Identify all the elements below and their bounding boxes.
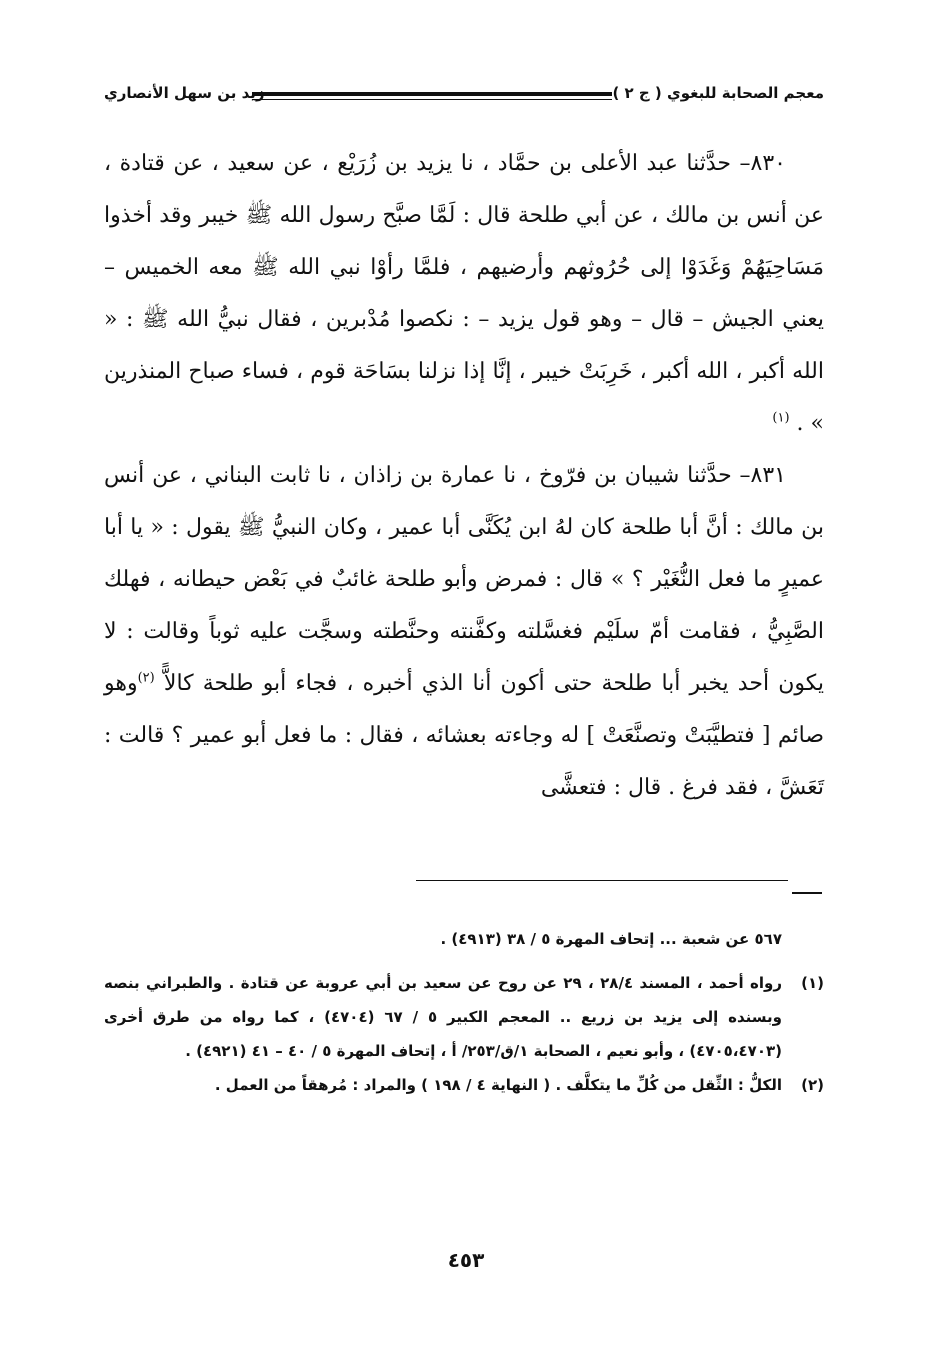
entry-title: زيد بن سهل الأنصاري <box>104 84 265 102</box>
hadith-831 <box>104 450 824 814</box>
footnote-dash <box>792 892 822 894</box>
hadith-830-text: ٨٣٠– حدَّثنا عبد الأعلى بن حمَّاد ، نا يزيد بن زُرَيْع ، عن سعيد ، عن قتادة ، عن أنس بن مالك ، عن أبي طلحة قال : لَمَّا صبَّح رسول الله ﷺ خيبر وقد أخذوا مَسَاحِيَهُمْ وَغَدَوْا إلى حُرُوثهم وأرضيهم ، فلمَّا رأوْا نبي الله ﷺ معه الخميس – يعني الجيش – قال – وهو قول يزيد – : نكصوا مُدْبرين ، فقال نبيُّ الله ﷺ : « الله أكبر ، الله أكبر ، خَرِبَتْ خيبر ، إنَّا إذا نزلنا بسَاحَة قوم ، فساء صباح المنذرين » . <box>104 151 824 436</box>
hadith-831-text-b: وهو صائم [ فتطيَّبَتْ وتصنَّعَتْ ] له وجاءته بعشائه ، فقال : ما فعل أبو عمير ؟ قالت : تَعَشَّ ، فقد فرغ . قال : فتعشَّى <box>104 671 824 800</box>
header-rule <box>252 92 612 96</box>
page-number: ٤٥٣ <box>447 1248 485 1272</box>
main-text <box>104 138 824 814</box>
footnote-separator <box>416 880 788 881</box>
footnote-1-text: رواه أحمد ، المسند ٢٨/٤ ، ٢٩ عن روح عن سعيد بن أبي عروبة عن قتادة . والطبراني بنصه وبسنده إلى يزيد بن زريع .. المعجم الكبير ٥ / ٦٧ (٤٧٠٤) ، كما رواه من طرق أخرى (٤٧٠٥،٤٧٠٣) ، وأبو نعيم ، الصحابة ١/ق/٢٥٣/ أ ، إتحاف المهرة ٥ / ٤٠ – ٤١ (٤٩٢١) . <box>104 974 782 1060</box>
footnote-1-number: (١) <box>801 974 824 992</box>
footnote-ref-2: (٢) <box>137 670 155 686</box>
footnote-2 <box>104 1068 824 1102</box>
footnotes <box>104 922 824 1102</box>
footnote-ref-1: (١) <box>772 410 790 426</box>
header-rule-thin <box>252 99 612 100</box>
hadith-830 <box>104 138 824 450</box>
footnote-2-text: الكلُّ : الثِّقل من كُلِّ ما يتكلَّف . ( النهاية ٤ / ١٩٨ ) والمراد : مُرهقاً من العمل . <box>214 1076 782 1094</box>
hadith-831-text-a: ٨٣١– حدَّثنا شيبان بن فرّوخ ، نا عمارة بن زاذان ، نا ثابت البناني ، عن أنس بن مالك : أنَّ أبا طلحة كان لهُ ابن يُكَنَّى أبا عمير ، وكان النبيُّ ﷺ يقول : « يا أبا عميرٍ ما فعل النُّغَيْر ؟ » قال : فمرض وأبو طلحة غائبٌ في بَعْض حيطانه ، فهلك الصَّبِيُّ ، فقامت أمّ سلَيْم فغسَّلته وكفَّنته وحنَّطته وسجَّت عليه ثوباً وقالت : لا يكون أحد يخبر أبا طلحة حتى أكون أنا الذي أخبره ، فجاء أبو طلحة كالاًّ <box>104 463 824 696</box>
running-header <box>104 84 824 114</box>
book-title: معجم الصحابة للبغوي ( ج ٢ ) <box>612 84 824 102</box>
footnote-2-number: (٢) <box>801 1076 824 1094</box>
footnote-1 <box>104 966 824 1068</box>
footnote-carry: ٥٦٧ عن شعبة ... إتحاف المهرة ٥ / ٣٨ (٤٩١٣) . <box>440 930 782 948</box>
